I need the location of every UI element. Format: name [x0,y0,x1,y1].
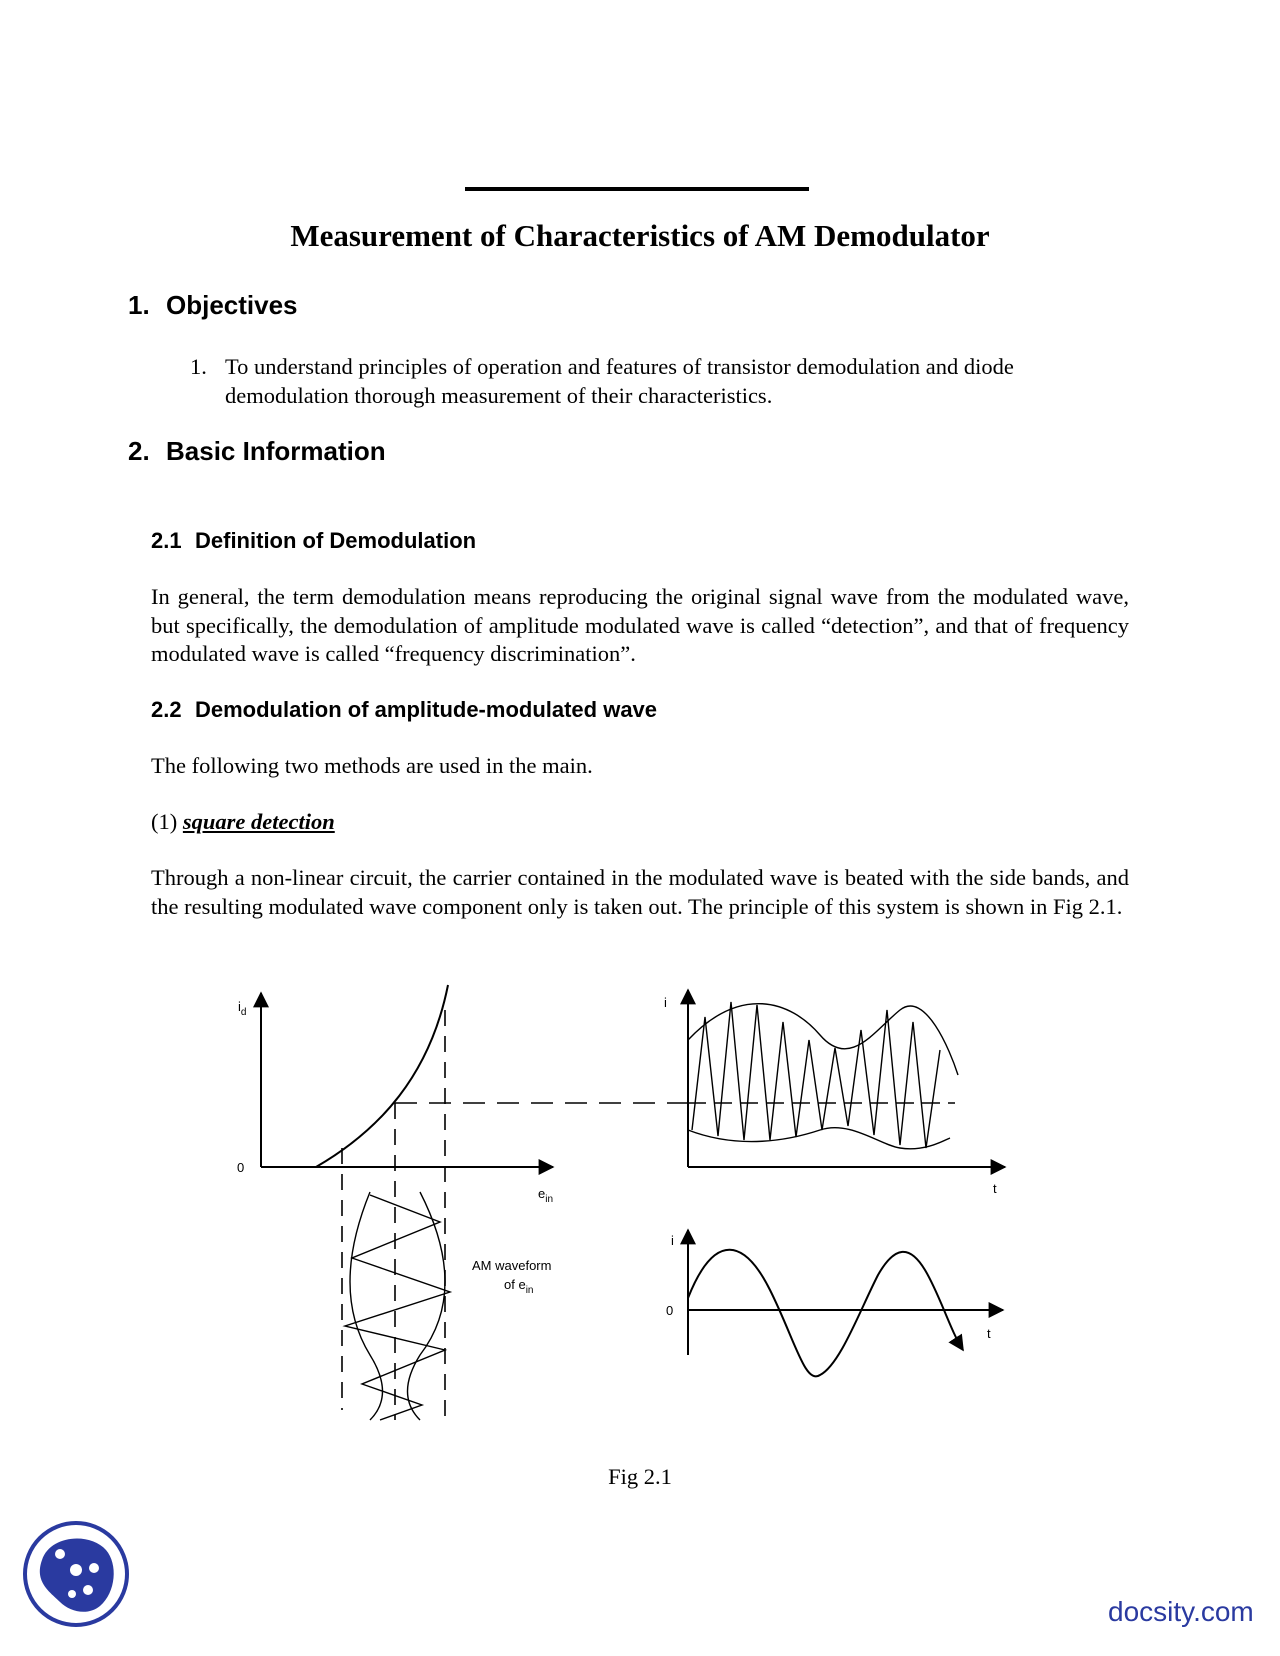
methods-intro-paragraph: The following two methods are used in the main. [151,753,593,778]
figure-caption: Fig 2.1 [608,1464,672,1489]
output-carrier [692,1002,940,1148]
left-origin-label: 0 [237,1160,245,1175]
output-lower-envelope [688,1128,950,1149]
square-law-curve [316,985,448,1167]
section-heading-basic-information: 2. Basic Information [128,436,386,466]
square-detection-term: square detection [182,809,335,834]
am-envelope-right [408,1192,446,1420]
subsection-heading-definition: 2.1 Definition of Demodulation [151,528,477,553]
method-1-label: (1) square detection [151,809,335,834]
am-carrier-input [345,1195,450,1420]
definition-paragraph: In general, the term demodulation means reproducing the original signal wave from the modulated wave, but specifically, the demodulation of amplitude modulated wave is called “detection”, and that of frequency modulated wave is called “frequency discrimination”. [151,584,1129,666]
am-waveform-sublabel: of $e_{in}$ [504,1277,534,1296]
docsity-logo-icon [20,1520,132,1628]
left-x-label: $e_{in}$ [538,1186,554,1205]
section-heading-objectives: 1. Objectives [128,290,298,320]
am-waveform-label: AM waveform [472,1258,552,1273]
bottom-right-y-label: i [671,1233,674,1248]
bottom-right-x-label: t [987,1326,991,1341]
top-right-x-label: t [993,1181,997,1196]
square-detection-paragraph: Through a non-linear circuit, the carrier contained in the modulated wave is beated with the side bands, and the resulting modulated wave component only is taken out. The principle of this system is shown in Fig 2.1. [151,865,1129,919]
bottom-right-origin-label: 0 [666,1303,674,1318]
demodulated-signal [688,1250,963,1377]
docsity-brand-link[interactable]: docsity.com [1108,1596,1254,1627]
list-item: 1. To understand principles of operation and features of transistor demodulation and diode demodulation thorough measurement of their characteristics. [190,354,1014,408]
document-title: Measurement of Characteristics of AM Demodulator [290,218,990,253]
subsection-heading-am-demodulation: 2.2 Demodulation of amplitude-modulated wave [151,697,658,722]
top-right-y-label: i [664,995,667,1010]
left-y-label: $i_d$ [238,999,247,1018]
